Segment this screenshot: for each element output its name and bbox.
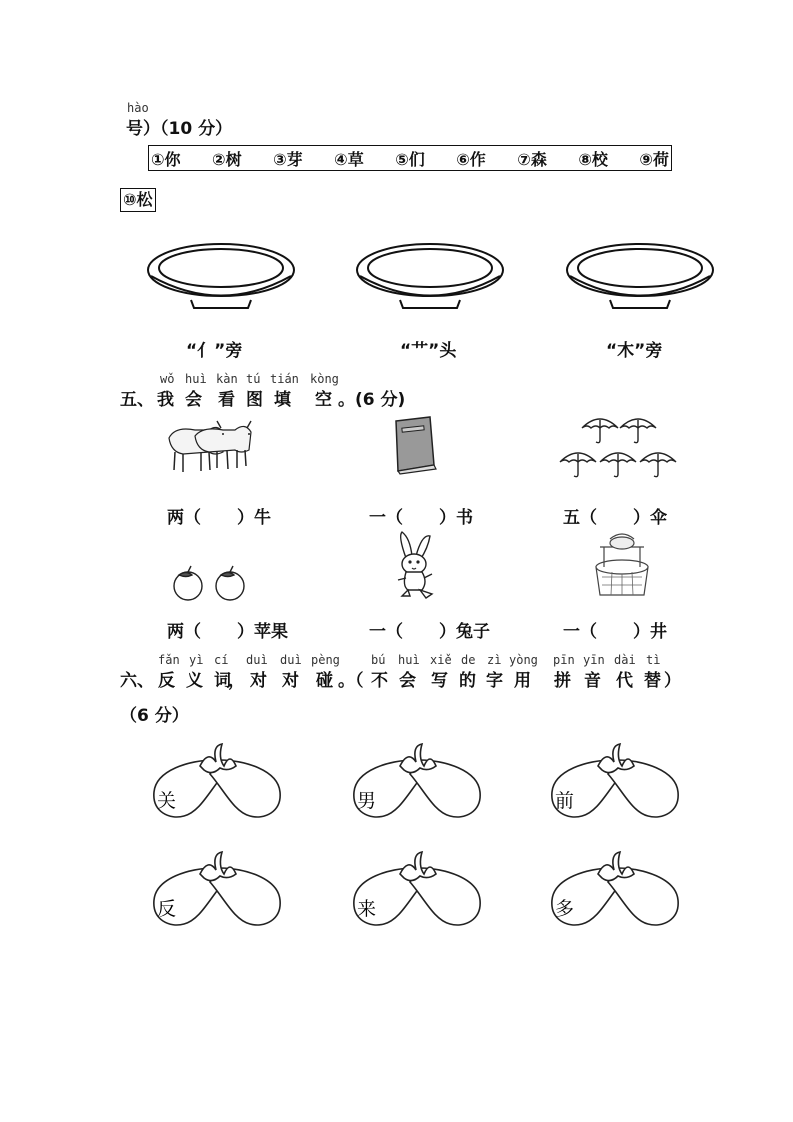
title-paren-close: ） [664,671,681,691]
book-icon [390,415,440,475]
fill-suffix: ）井 [633,622,667,642]
pinyin: yīn [583,653,605,667]
title-char: 不 [371,671,388,691]
section6-number: 六、 [120,671,154,691]
pinyin: duì [280,653,302,667]
title-char: 看 [218,390,235,410]
fill-suffix: ）牛 [237,508,271,528]
pinyin: tì [646,653,661,667]
pinyin: bú [371,653,386,667]
pair-character: 关 [157,790,177,812]
title-char: 填 [274,390,291,410]
fill-item [563,617,667,642]
eggplant-pair-icon [350,850,484,930]
pair-character: 反 [157,898,177,920]
pinyin: cí [214,653,229,667]
section5-number: 五、 [120,390,154,410]
character-item: ⑥作 [456,149,486,169]
title-char: 拼 [554,671,571,691]
fill-prefix: 一（ [563,622,597,642]
title-char: 碰 [316,671,333,691]
fill-prefix: 五（ [563,508,597,528]
well-icon [590,527,654,601]
title-char: 用 [514,671,531,691]
cows-icon [165,418,255,476]
character-item-10: ⑩松 [120,188,156,212]
pair-character: 来 [357,898,377,920]
fill-item [369,503,473,528]
pinyin: pèng [311,653,340,667]
section4-heading-tail: 号）（10 分） [126,119,233,139]
fill-item [369,617,490,642]
eggplant-pair-icon [150,850,284,930]
pinyin: yì [189,653,204,667]
fill-suffix: ）伞 [633,508,667,528]
umbrellas-icon [558,412,680,478]
pinyin: dài [614,653,636,667]
title-char: 写 [431,671,448,691]
pinyin: yòng [509,653,538,667]
bowl-label: “艹”头 [400,341,457,361]
title-char: 词 [214,671,231,691]
title-char: 代 [616,671,633,691]
character-item: ⑤们 [395,149,425,169]
fill-prefix: 两（ [167,622,201,642]
fill-item [563,503,667,528]
pinyin: huì [398,653,420,667]
title-char: 字 [486,671,503,691]
pinyin: fǎn [158,653,180,667]
pinyin: tián [270,372,299,386]
pinyin: xiě [430,653,452,667]
title-paren-open: 。（ [338,671,364,691]
fill-item [167,617,288,642]
pinyin: pīn [553,653,575,667]
bowl-label: “木”旁 [606,341,663,361]
title-char: 音 [584,671,601,691]
title-char: 的 [459,671,476,691]
pinyin: huì [185,372,207,386]
title-char: 对 [250,671,267,691]
pinyin: kòng [310,372,339,386]
title-char: 会 [185,390,202,410]
heading-pinyin-hao: hào [127,101,149,115]
pair-character: 多 [555,898,575,920]
bowl-icon [146,243,296,313]
pair-character: 男 [357,790,377,812]
title-char: 义 [186,671,203,691]
eggplant-pair-icon [350,742,484,822]
character-list-box [148,145,672,171]
pinyin: zì [487,653,502,667]
fill-suffix: ）书 [439,508,473,528]
character-item: ③芽 [273,149,303,169]
fill-item [167,503,271,528]
title-char: 会 [399,671,416,691]
bowl-icon [355,243,505,313]
title-char: 空 [315,390,332,410]
title-char: 对 [282,671,299,691]
title-char: 我 [157,390,174,410]
pinyin: tú [246,372,261,386]
character-item: ⑦森 [517,149,547,169]
pinyin: wǒ [160,372,175,386]
fill-prefix: 一（ [369,508,403,528]
bowl-icon [565,243,715,313]
fill-prefix: 一（ [369,622,403,642]
section5-score: 。(6 分) [338,390,406,410]
apples-icon [172,566,250,602]
eggplant-pair-icon [548,850,682,930]
pinyin: de [461,653,476,667]
pinyin: duì [246,653,268,667]
pinyin: kàn [216,372,238,386]
bowl-label: “亻”旁 [186,341,243,361]
character-item: ②树 [212,149,242,169]
character-item: ⑨荷 [639,149,669,169]
pair-character: 前 [555,790,575,812]
title-char: 替 [644,671,661,691]
character-item: ④草 [334,149,364,169]
fill-suffix: ）兔子 [439,622,490,642]
eggplant-pair-icon [150,742,284,822]
character-item: ⑧校 [578,149,608,169]
section6-score: （6 分） [120,706,189,726]
fill-prefix: 两（ [167,508,201,528]
eggplant-pair-icon [548,742,682,822]
title-char: 图 [246,390,263,410]
rabbit-icon [392,530,442,600]
title-comma: ， [228,671,245,691]
character-item: ①你 [151,149,181,169]
title-char: 反 [158,671,175,691]
fill-suffix: ）苹果 [237,622,288,642]
